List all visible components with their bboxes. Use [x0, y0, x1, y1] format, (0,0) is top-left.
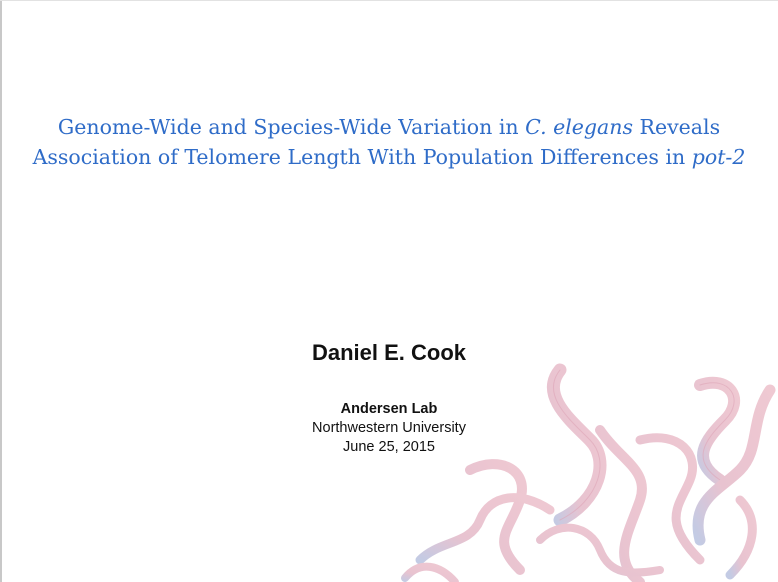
slide-title	[30, 112, 748, 172]
worm-6	[420, 498, 550, 560]
slide-left-border	[0, 0, 2, 582]
title-gene-italic: pot-2	[691, 145, 746, 169]
title-line1-end: Reveals	[633, 115, 721, 139]
worm-5	[470, 464, 522, 570]
slide-top-border	[0, 0, 778, 1]
worm-10	[405, 567, 455, 582]
lab-name: Andersen Lab	[340, 401, 438, 417]
affiliation-block	[0, 400, 778, 457]
title-species-italic: C. elegans	[525, 115, 633, 139]
presentation-date: June 25, 2015	[343, 439, 435, 455]
title-line1-text: Genome-Wide and Species-Wide Variation in	[57, 115, 526, 139]
title-line2-text: Association of Telomere Length With Population Differences in	[32, 145, 692, 169]
author-name: Daniel E. Cook	[311, 340, 467, 365]
worm-9	[540, 528, 660, 573]
institution-name: Northwestern University	[312, 420, 466, 436]
worm-8	[730, 500, 752, 575]
